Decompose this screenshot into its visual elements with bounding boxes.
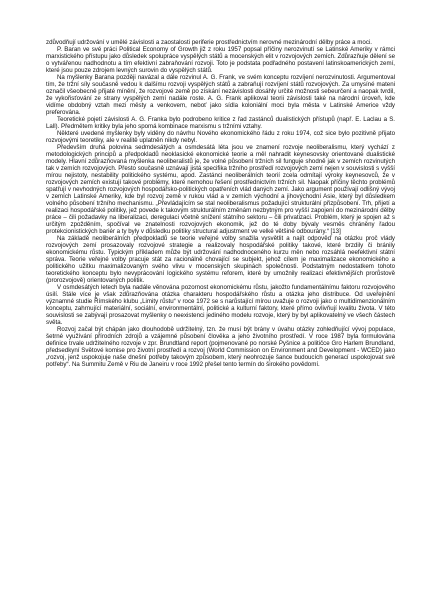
paragraph-3: Na myšlenky Barana později navázal a dále rozvinul A. G. Frank, ve svém konceptu rozvíjení nerozvinutosti. Argumentoval tím, že tržní síly současně vedou k dalšímu rozvoji vyspělých států a zabraňují rozvíjení států rozvojových. Za umysíné mateni označil všeobecně přijaté mínění, že rozvojové země po získání nezávislosti dosáhly určité možnosti sebeurčení a naopak tvrdil, že vykořisťování ze strany vyspělých zemí nadále roste. A. G. Frank aplikoval teorii závislosti také na národní úroveň, kde vidíme obdobný vztah mezi městy a venkovem, neboť jako sídla koloniální moci byla města v Latinské Americe vždy preferována. bbox=[46, 74, 395, 116]
paragraph-1: zdůvodňují udržování v umělé závislosti a zaostalosti periferie prostřednictvím nerovné mezinárodní dělby práce a moci. bbox=[46, 39, 372, 46]
paragraph-4: Teoretické pojetí závislosti A. G. Franka bylo podrobeno kritice z řad zastánců dualistických přístupů (např. E. Laclau a S. Lall). Předmětem kritiky byla jeho spomá kombinace marxismu s tržními vztahy. bbox=[46, 116, 395, 130]
paragraph-7: Na základě neoliberálních předpokladů se teorie veřejné volby snažila vysvětlit a najít odpověď na otázku proč vlády rozvojových zemí prosazovaly rozvojové strategie a realizovaly hospodářské politiky takové, které brzdily či bránily ekonomickému růstu. Typickým příkladem může být udržování nadhodnoceného kurzu měn nebo rozsáhlá neefektivní státní správa. Teorie veřejné volby pracuje stát za racionálně chovající se subjekt, jehož cílem je maximalizace ekonomického a politického užitku maximalizovaným svého vlivu v mocenských skupinách společnosti. Podstatným nedostatkem tohoto teoretického konceptu bylo nevyprácování logického systému reforem, které by umožnily realizaci efektivnějších prorůstově (prorozvojově) orientovaných politik. bbox=[46, 235, 395, 284]
paragraph-2: P. Baran ve své práci Political Economy of Growth již z roku 1957 popsal příčiny nerozvinutí se Latinské Ameriky v rámci marxistického přístupu jako důsledek spolupráce vyspělých států a mocenských elit v rozvojových zemích. Zdůrazňuje dělení se o vytvářenou nadhodnotu a tím efektivní zabraňování rozvoji. Toto je podstata podřadného postavení latinskoamerických zemí, které jsou pouze zdrojem levných surovin do vyspělých států. bbox=[46, 46, 395, 74]
paragraph-8: V osmdesátých letech byla nadále věnována pozornost ekonomickému růstu, jakožto fundamentálnímu faktoru rozvojového úsilí. Stále více je však zdůrazňována otázka charakteru hospodářského růstu a otázka jeho distribuce. Od uveřejnění významné studie Římského klubu „Limity růstu“ v roce 1972 se s narůstající mírou uvažuje o rozvoji jako o multidimenzionálním konceptu, zahrnující materiální, sociální, environmentální, politické a kulturní faktory, které přímo ovlivňují kvalitu života. V této souvislosti se zabývají prosazovat myšlenky o neexistenci jediného modelu rozvoje, který by byl aplikovatelný ve všech částech světa. bbox=[46, 284, 395, 326]
paragraph-5: Některé uvedené myšlenky byly viděny do návrhu Nového ekonomického řádu z roku 1974, což sice bylo pozitivně přijato rozvojovými teoretiky, ale v realitě uplatněn nikdy nebyl. bbox=[46, 130, 395, 144]
paragraph-6: Především druhá polovina sedmdesátých a osmdesátá léta jsou ve znamení rozvoje neoliberalismu, který vychází z metodologických principů a předpokladů neoklasické ekonomické teorie a měl nahradit keynesovsky orientované dualistické modely. Hlavní zdůrazňovaná myšlenka neoliberalistů je, že volné působení tržních sil funguje shodně jak v zemích rozvinutých tak v zemích rozvojových. Přesto současně uznávají jistá specifika tržního prostředí rozvojových zemí nejen v souvislosti s vyšší mírou nejistoty, nestability politického systému, apod. Zastánci neoliberálních teorií zcela odmítají výroky keynesovců, že v rozvojových zemích existují takové problémy, které nemohou řešení prostřednictvím tržních sil. Naopak příčiny těchto problémů spatřují v nevhodných rozvojových hospodářsko-politických opatřeních vlád daných zemí. Jako argument používají odlišný vývoj v zemích Latinské Ameriky, kde byl rozvoj země v rukou vlád a v zemích východní a jihovýchodní Asie, který byl důsledkem volného působení tržního mechanismu. „Převládajícím se stal neoliberalismus požadující strukturální přizpůsobení. Trh, přijetí a realizaci hospodářské politiky, jež povede k takovým strukturálním změnám nezbytným pro vyšší zapojení do mezinárodní dělby práce – čili požadavky na liberalizaci, deregulaci včetně snížení státního sektoru – čili privatizaci. Problém, který je spojen až s určitým zpožděním, spočíval ve znatelnosti rozvojových ekonomik, jež do té doby bývaly vesměs chráněny řadou protekcionistických bariér a ty byly v důsledku politiky structural adjustment ve velké většině odbourány.“ [13] bbox=[46, 144, 395, 235]
document-page bbox=[46, 39, 395, 368]
paragraph-9: Rozvoj začal být chápán jako dlouhodobě udržitelný, tzn. že musí být brány v úvahu otázky zohledňující vývoj populace, šetrné využívání přírodních zdrojů a vzájemné působení člověka a jeho životního prostředí. V roce 1987 byla formulována definice trvale udržitelného rozvoje v zpr. Brundtland report (pojmenované po norské Pyšnice a političce Gro Harlem Brundland, předsedkyní Světové komise pro životní prostředí a rozvoj (World Commission on Environment and Development - WCED) jako „rozvoj, jenž uspokojuje naše dnešní potřeby takovým způsobem, který neohrozuje šance budoucích generací uspokojovat své potřeby“. Na Summitu Země v Riu de Janeiru v roce 1992 přešel tento termín do širokého povědomí. bbox=[46, 326, 395, 368]
